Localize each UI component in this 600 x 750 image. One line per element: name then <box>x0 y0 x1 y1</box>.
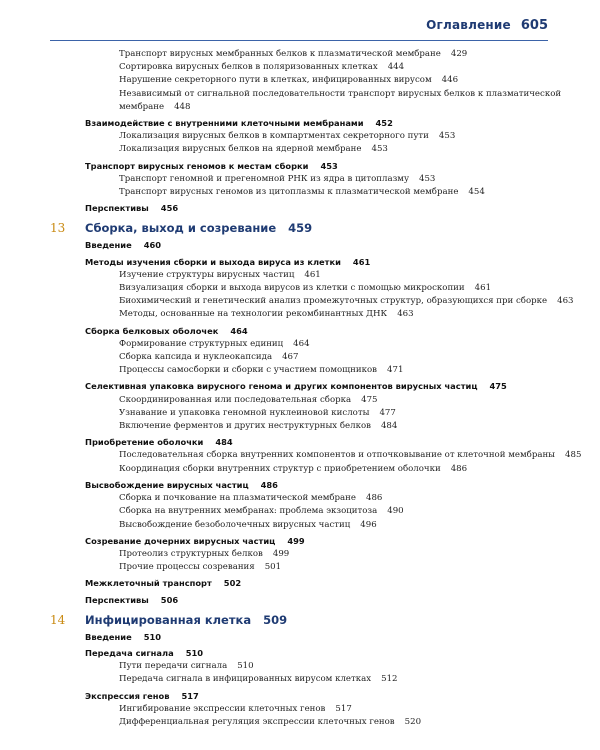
entry-page-number: 459 <box>288 221 313 236</box>
entry-page-number: 510 <box>185 647 204 658</box>
entry-page-number: 506 <box>160 594 179 605</box>
entry-title: Пути передачи сигнала <box>119 661 228 672</box>
entry-title: Селективная упаковка вирусного генома и других компонентов вирусных частиц <box>85 381 478 392</box>
entry-page-number: 484 <box>380 421 398 432</box>
entry-title: Последовательная сборка внутренних компонентов и отпочковывание от клеточной мембраны <box>119 450 556 461</box>
toc-subsection[interactable] <box>0 407 600 420</box>
entry-title: Прочие процессы созревания <box>119 562 255 573</box>
toc-subsection[interactable] <box>0 130 600 143</box>
toc-subsection[interactable] <box>0 492 600 505</box>
entry-title: Высвобождение безоболочечных вирусных частиц <box>119 519 351 530</box>
toc-chapter[interactable] <box>0 612 600 628</box>
toc-section[interactable] <box>0 160 600 173</box>
entry-page-number: 510 <box>237 661 254 672</box>
entry-title: Перспективы <box>85 594 149 605</box>
toc-section[interactable] <box>0 594 600 607</box>
entry-title: Изучение структуры вирусных частиц <box>119 269 295 280</box>
entry-title: Введение <box>85 240 132 251</box>
toc-subsection[interactable] <box>0 548 600 561</box>
toc-subsection[interactable] <box>0 660 600 673</box>
entry-page-number: 453 <box>320 160 338 171</box>
entry-page-number: 429 <box>450 49 468 59</box>
toc-subsection[interactable] <box>0 48 600 61</box>
header-rule <box>50 40 548 41</box>
toc-subsection[interactable] <box>0 463 600 476</box>
toc-subsection[interactable] <box>0 61 600 74</box>
entry-page-number: 486 <box>366 493 383 504</box>
entry-title: Локализация вирусных белков на ядерной мембране <box>119 144 362 155</box>
entry-page-number: 517 <box>335 703 352 714</box>
entry-title: Скоординированная или последовательная сборка <box>119 394 352 405</box>
toc-section[interactable] <box>0 690 600 703</box>
entry-title: Методы, основанные на технологии рекомбинантных ДНК <box>119 309 388 320</box>
entry-title: Биохимический и генетический анализ промежуточных структур, образующихся при сборке <box>119 296 548 307</box>
entry-page-number: 477 <box>379 407 396 418</box>
entry-page-number: 453 <box>419 173 436 184</box>
toc-subsection[interactable] <box>0 716 600 729</box>
entry-page-number: 464 <box>230 325 248 336</box>
toc-subsection[interactable] <box>0 561 600 574</box>
toc-subsection[interactable] <box>0 351 600 364</box>
toc-subsection[interactable] <box>0 74 600 87</box>
toc-subsection-continuation[interactable] <box>0 101 600 114</box>
toc-subsection[interactable] <box>0 338 600 351</box>
toc-section[interactable] <box>0 631 600 644</box>
entry-page-number: 510 <box>143 631 162 642</box>
toc-subsection[interactable] <box>0 364 600 377</box>
entry-title: Сортировка вирусных белков в поляризованных клетках <box>119 62 378 73</box>
toc-section[interactable] <box>0 325 600 338</box>
toc-section[interactable] <box>0 117 600 130</box>
entry-page-number: 496 <box>360 519 377 530</box>
entry-page-number: 464 <box>293 338 310 349</box>
entry-page-number: 517 <box>181 690 199 701</box>
entry-title: Методы изучения сборки и выхода вируса из клетки <box>85 256 341 267</box>
toc-subsection[interactable] <box>0 519 600 532</box>
toc-section[interactable] <box>0 577 600 590</box>
entry-title: Высвобождение вирусных частиц <box>85 479 249 490</box>
entry-title: Сборка белковых оболочек <box>85 325 219 336</box>
entry-page-number: 475 <box>489 381 507 392</box>
entry-title: Инфицированная клетка <box>85 612 252 627</box>
entry-title: Экспрессия генов <box>85 690 170 701</box>
entry-page-number: 486 <box>450 463 468 474</box>
entry-page-number: 461 <box>474 283 492 294</box>
entry-title: Взаимодействие с внутренними клеточными мембранами <box>85 118 364 129</box>
toc-subsection[interactable] <box>0 173 600 186</box>
entry-page-number: 471 <box>387 365 404 376</box>
entry-page-number: 475 <box>361 394 378 405</box>
entry-page-number: 499 <box>287 535 305 546</box>
entry-title: Включение ферментов и других неструктурных белков <box>119 421 371 432</box>
entry-page-number: 502 <box>223 578 242 589</box>
entry-page-number: 444 <box>387 62 405 73</box>
entry-page-number: 461 <box>304 269 321 280</box>
entry-page-number: 463 <box>397 309 414 320</box>
entry-page-number: 453 <box>371 144 388 155</box>
entry-page-number: 512 <box>381 674 398 685</box>
header-page-number: 605 <box>520 18 548 33</box>
toc-section[interactable] <box>0 239 600 252</box>
entry-page-number: 463 <box>557 296 574 307</box>
toc-subsection[interactable] <box>0 420 600 433</box>
toc-section[interactable] <box>0 436 600 449</box>
entry-title: Формирование структурных единиц <box>119 338 284 349</box>
entry-title: Независимый от сигнальной последовательности транспорт вирусных белков к плазматической <box>119 88 562 99</box>
running-header <box>426 18 548 33</box>
toc-subsection[interactable] <box>0 282 600 295</box>
entry-page-number: 485 <box>565 450 582 461</box>
toc-subsection[interactable] <box>0 269 600 282</box>
entry-page-number: 460 <box>143 240 162 251</box>
entry-title: Визуализация сборки и выхода вирусов из клетки с помощью микроскопии <box>119 283 465 294</box>
entry-title: Сборка на внутренних мембранах: проблема экзоцитоза <box>119 506 378 517</box>
toc-section[interactable] <box>0 256 600 269</box>
entry-page-number: 456 <box>160 203 179 214</box>
toc-section[interactable] <box>0 202 600 215</box>
chapter-number: 14 <box>50 612 66 627</box>
entry-page-number: 467 <box>282 352 299 363</box>
toc-subsection[interactable] <box>0 295 600 308</box>
entry-title: Введение <box>85 631 132 642</box>
entry-title: Узнавание и упаковка геномной нуклеиновой кислоты <box>119 407 370 418</box>
toc-section[interactable] <box>0 479 600 492</box>
entry-title: Транспорт вирусных геномов из цитоплазмы к плазматической мембране <box>119 187 459 198</box>
entry-title: Локализация вирусных белков в компартментах секреторного пути <box>119 131 429 142</box>
entry-page-number: 509 <box>263 612 288 627</box>
entry-page-number: 499 <box>272 548 290 559</box>
toc-subsection[interactable] <box>0 394 600 407</box>
entry-title: Сборка и почкование на плазматической мембране <box>119 493 356 504</box>
toc-subsection[interactable] <box>0 88 600 101</box>
entry-page-number: 454 <box>468 187 485 198</box>
toc-subsection[interactable] <box>0 186 600 199</box>
entry-page-number: 446 <box>441 75 459 86</box>
entry-title: мембране <box>119 101 165 112</box>
entry-title: Передача сигнала <box>85 647 174 658</box>
entry-page-number: 448 <box>174 101 191 112</box>
entry-page-number: 461 <box>352 256 371 267</box>
entry-page-number: 490 <box>387 506 404 517</box>
entry-title: Ингибирование экспрессии клеточных генов <box>119 703 326 714</box>
toc-subsection[interactable] <box>0 703 600 716</box>
entry-page-number: 520 <box>404 716 422 727</box>
toc-subsection[interactable] <box>0 673 600 686</box>
toc-section[interactable] <box>0 380 600 393</box>
toc-subsection[interactable] <box>0 308 600 321</box>
entry-title: Межклеточный транспорт <box>85 578 212 589</box>
toc-section[interactable] <box>0 535 600 548</box>
toc-subsection[interactable] <box>0 143 600 156</box>
entry-title: Транспорт геномной и прегеномной РНК из ядра в цитоплазму <box>119 173 409 184</box>
entry-page-number: 484 <box>215 437 233 448</box>
entry-page-number: 452 <box>375 118 393 129</box>
entry-title: Протеолиз структурных белков <box>119 548 263 559</box>
table-of-contents <box>0 48 600 729</box>
entry-title: Приобретение оболочки <box>85 437 204 448</box>
entry-title: Транспорт вирусных геномов к местам сборки <box>85 160 309 171</box>
entry-title: Созревание дочерних вирусных частиц <box>85 535 276 546</box>
entry-title: Перспективы <box>85 203 149 214</box>
toc-section[interactable] <box>0 647 600 660</box>
entry-title: Процессы самосборки и сборки с участием помощников <box>119 365 378 376</box>
toc-subsection[interactable] <box>0 449 600 462</box>
entry-page-number: 486 <box>260 479 278 490</box>
entry-page-number: 501 <box>264 562 282 573</box>
chapter-number: 13 <box>50 221 66 236</box>
entry-title: Передача сигнала в инфицированных вирусом клетках <box>119 674 372 685</box>
toc-subsection[interactable] <box>0 505 600 518</box>
entry-title: Дифференциальная регуляция экспрессии клеточных генов <box>119 716 395 727</box>
entry-title: Транспорт вирусных мембранных белков к плазматической мембране <box>119 49 441 59</box>
entry-title: Сборка, выход и созревание <box>85 221 277 236</box>
entry-title: Нарушение секреторного пути в клетках, инфицированных вирусом <box>119 75 432 86</box>
header-title: Оглавление <box>426 18 511 32</box>
entry-title: Сборка капсида и нуклеокапсида <box>119 352 273 363</box>
entry-title: Координация сборки внутренних структур с приобретением оболочки <box>119 463 441 474</box>
entry-page-number: 453 <box>438 131 456 142</box>
toc-chapter[interactable] <box>0 220 600 236</box>
